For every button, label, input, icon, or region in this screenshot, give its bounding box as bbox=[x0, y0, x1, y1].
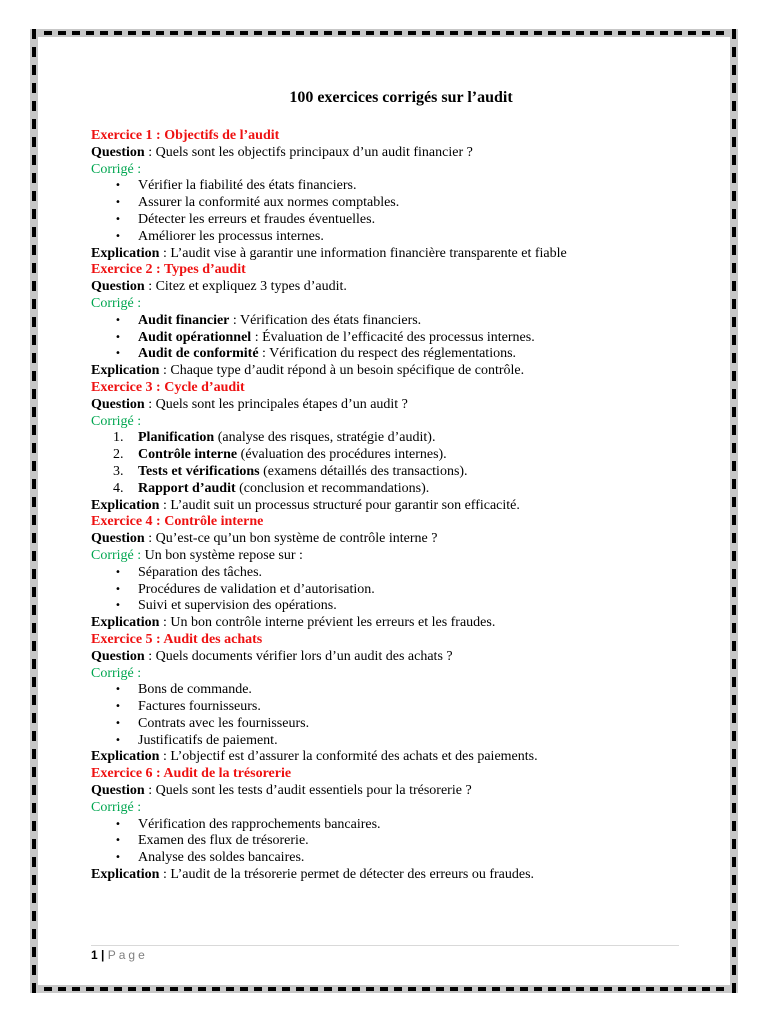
corrige-line bbox=[91, 296, 691, 313]
corrige-text: Un bon système repose sur : bbox=[144, 547, 303, 563]
item-number: 3. bbox=[113, 463, 124, 479]
item-text: Bons de commande. bbox=[138, 682, 252, 698]
exercise-title: Exercice 1 : Objectifs de l’audit bbox=[91, 128, 280, 143]
list-item bbox=[91, 195, 691, 212]
exercise-title: Exercice 6 : Audit de la trésorerie bbox=[91, 766, 292, 782]
explanation-label: Explication bbox=[91, 497, 160, 513]
question-text: Quels sont les objectifs principaux d’un audit financier ? bbox=[155, 144, 473, 160]
list-item bbox=[91, 430, 691, 447]
answer-list bbox=[91, 565, 691, 615]
label-separator: : bbox=[133, 161, 142, 177]
question-line bbox=[91, 649, 691, 666]
item-number: 4. bbox=[113, 480, 124, 496]
label-separator: : bbox=[144, 531, 156, 547]
page-number: 1 bbox=[91, 948, 98, 962]
list-item bbox=[91, 716, 691, 733]
explanation-text: L’audit vise à garantir une information financière transparente et fiable bbox=[170, 245, 567, 261]
explanation-text: L’objectif est d’assurer la conformité des achats et des paiements. bbox=[170, 749, 538, 765]
item-number: 1. bbox=[113, 430, 124, 446]
item-term: Audit financier bbox=[138, 312, 230, 328]
explanation-line bbox=[91, 246, 691, 263]
footer-divider bbox=[91, 945, 679, 946]
answer-list bbox=[91, 178, 691, 245]
item-text: Procédures de validation et d’autorisation. bbox=[138, 581, 375, 597]
item-text: Factures fournisseurs. bbox=[138, 699, 261, 715]
exercise-block bbox=[91, 380, 691, 514]
exercise-block bbox=[91, 766, 691, 884]
item-term: Contrôle interne bbox=[138, 447, 238, 463]
list-item bbox=[91, 346, 691, 363]
page-border-left bbox=[30, 29, 38, 993]
footer-separator: | bbox=[101, 948, 105, 962]
exercise-title: Exercice 3 : Cycle d’audit bbox=[91, 379, 245, 395]
exercise-title: Exercice 4 : Contrôle interne bbox=[91, 514, 264, 530]
label-separator: : bbox=[133, 799, 142, 815]
explanation-label: Explication bbox=[91, 245, 160, 261]
exercise-block bbox=[91, 262, 691, 380]
corrige-label: Corrigé bbox=[91, 799, 134, 815]
corrige-line bbox=[91, 414, 691, 431]
item-text: : Vérification du respect des réglementations. bbox=[258, 346, 517, 362]
list-item bbox=[91, 682, 691, 699]
item-text: Justificatifs de paiement. bbox=[138, 732, 278, 748]
item-term: Planification bbox=[138, 430, 215, 446]
answer-list bbox=[91, 817, 691, 867]
label-separator: : bbox=[159, 615, 171, 631]
item-text: : Évaluation de l’efficacité des processus internes. bbox=[251, 329, 535, 345]
explanation-text: Un bon contrôle interne prévient les erreurs et les fraudes. bbox=[170, 615, 496, 631]
label-separator: : bbox=[159, 749, 171, 765]
list-item bbox=[91, 447, 691, 464]
list-item bbox=[91, 582, 691, 599]
corrige-line bbox=[91, 800, 691, 817]
exercise-block bbox=[91, 632, 691, 766]
page-border-top bbox=[30, 29, 738, 37]
explanation-label: Explication bbox=[91, 363, 160, 379]
question-line bbox=[91, 783, 691, 800]
question-text: Citez et expliquez 3 types d’audit. bbox=[155, 279, 347, 295]
label-separator: : bbox=[144, 783, 156, 799]
explanation-label: Explication bbox=[91, 749, 160, 765]
exercise-block bbox=[91, 514, 691, 632]
list-item bbox=[91, 330, 691, 347]
explanation-line bbox=[91, 615, 691, 632]
exercise-title: Exercice 5 : Audit des achats bbox=[91, 631, 263, 647]
item-text: (conclusion et recommandations). bbox=[235, 480, 430, 496]
list-item bbox=[91, 850, 691, 867]
list-item bbox=[91, 598, 691, 615]
answer-list bbox=[91, 430, 691, 497]
corrige-label: Corrigé bbox=[91, 665, 134, 681]
question-label: Question bbox=[91, 396, 145, 412]
corrige-line bbox=[91, 162, 691, 179]
label-separator: : bbox=[133, 547, 145, 563]
question-line bbox=[91, 279, 691, 296]
item-text: Détecter les erreurs et fraudes éventuelles. bbox=[138, 211, 376, 227]
corrige-label: Corrigé bbox=[91, 547, 134, 563]
list-item bbox=[91, 178, 691, 195]
answer-list bbox=[91, 682, 691, 749]
label-separator: : bbox=[144, 144, 156, 160]
list-item bbox=[91, 229, 691, 246]
explanation-text: Chaque type d’audit répond à un besoin spécifique de contrôle. bbox=[170, 363, 525, 379]
item-text: (examens détaillés des transactions). bbox=[259, 463, 468, 479]
item-text: Analyse des soldes bancaires. bbox=[138, 850, 305, 866]
item-text: Améliorer les processus internes. bbox=[138, 228, 324, 244]
page-border-bottom bbox=[30, 985, 738, 993]
exercise-list bbox=[91, 128, 691, 884]
corrige-label: Corrigé bbox=[91, 295, 134, 311]
page-footer bbox=[91, 948, 148, 962]
label-separator: : bbox=[159, 497, 171, 513]
corrige-line bbox=[91, 548, 691, 565]
explanation-text: L’audit suit un processus structuré pour garantir son efficacité. bbox=[170, 497, 520, 513]
list-item bbox=[91, 817, 691, 834]
explanation-line bbox=[91, 498, 691, 515]
list-item bbox=[91, 833, 691, 850]
item-text: : Vérification des états financiers. bbox=[229, 312, 422, 328]
corrige-label: Corrigé bbox=[91, 413, 134, 429]
exercise-title: Exercice 2 : Types d’audit bbox=[91, 262, 246, 278]
corrige-label: Corrigé bbox=[91, 161, 134, 177]
label-separator: : bbox=[133, 413, 142, 429]
document-body bbox=[91, 88, 691, 884]
label-separator: : bbox=[144, 279, 156, 295]
explanation-line bbox=[91, 867, 691, 884]
label-separator: : bbox=[144, 396, 156, 412]
question-label: Question bbox=[91, 279, 145, 295]
item-text: Vérification des rapprochements bancaires. bbox=[138, 816, 381, 832]
list-item bbox=[91, 481, 691, 498]
document-title: 100 exercices corrigés sur l’audit bbox=[289, 89, 513, 106]
label-separator: : bbox=[159, 363, 171, 379]
item-text: Examen des flux de trésorerie. bbox=[138, 833, 309, 849]
explanation-line bbox=[91, 749, 691, 766]
list-item bbox=[91, 565, 691, 582]
label-separator: : bbox=[159, 245, 171, 261]
list-item bbox=[91, 733, 691, 750]
question-line bbox=[91, 531, 691, 548]
label-separator: : bbox=[133, 665, 142, 681]
question-label: Question bbox=[91, 648, 145, 664]
exercise-block bbox=[91, 128, 691, 262]
question-text: Quels sont les principales étapes d’un audit ? bbox=[155, 396, 408, 412]
question-label: Question bbox=[91, 783, 145, 799]
answer-list bbox=[91, 313, 691, 363]
question-line bbox=[91, 145, 691, 162]
question-text: Quels documents vérifier lors d’un audit des achats ? bbox=[155, 648, 453, 664]
list-item bbox=[91, 313, 691, 330]
question-label: Question bbox=[91, 144, 145, 160]
item-text: Suivi et supervision des opérations. bbox=[138, 598, 337, 614]
page-border-right bbox=[730, 29, 738, 993]
item-text: (analyse des risques, stratégie d’audit). bbox=[214, 430, 436, 446]
item-text: Séparation des tâches. bbox=[138, 564, 263, 580]
label-separator: : bbox=[133, 295, 142, 311]
label-separator: : bbox=[159, 867, 171, 883]
page-label: Page bbox=[107, 948, 148, 962]
explanation-label: Explication bbox=[91, 615, 160, 631]
explanation-label: Explication bbox=[91, 867, 160, 883]
list-item bbox=[91, 464, 691, 481]
question-text: Qu’est-ce qu’un bon système de contrôle interne ? bbox=[155, 531, 438, 547]
item-term: Tests et vérifications bbox=[138, 463, 260, 479]
corrige-line bbox=[91, 666, 691, 683]
question-text: Quels sont les tests d’audit essentiels pour la trésorerie ? bbox=[155, 783, 472, 799]
item-number: 2. bbox=[113, 447, 124, 463]
item-text: Contrats avec les fournisseurs. bbox=[138, 715, 310, 731]
label-separator: : bbox=[144, 648, 156, 664]
item-text: (évaluation des procédures internes). bbox=[237, 447, 447, 463]
explanation-text: L’audit de la trésorerie permet de détecter des erreurs ou fraudes. bbox=[170, 867, 535, 883]
list-item bbox=[91, 699, 691, 716]
item-text: Vérifier la fiabilité des états financiers. bbox=[138, 178, 357, 194]
item-term: Audit de conformité bbox=[138, 346, 259, 362]
item-text: Assurer la conformité aux normes comptables. bbox=[138, 195, 400, 211]
question-label: Question bbox=[91, 531, 145, 547]
question-line bbox=[91, 397, 691, 414]
item-term: Audit opérationnel bbox=[138, 329, 252, 345]
explanation-line bbox=[91, 363, 691, 380]
item-term: Rapport d’audit bbox=[138, 480, 236, 496]
list-item bbox=[91, 212, 691, 229]
